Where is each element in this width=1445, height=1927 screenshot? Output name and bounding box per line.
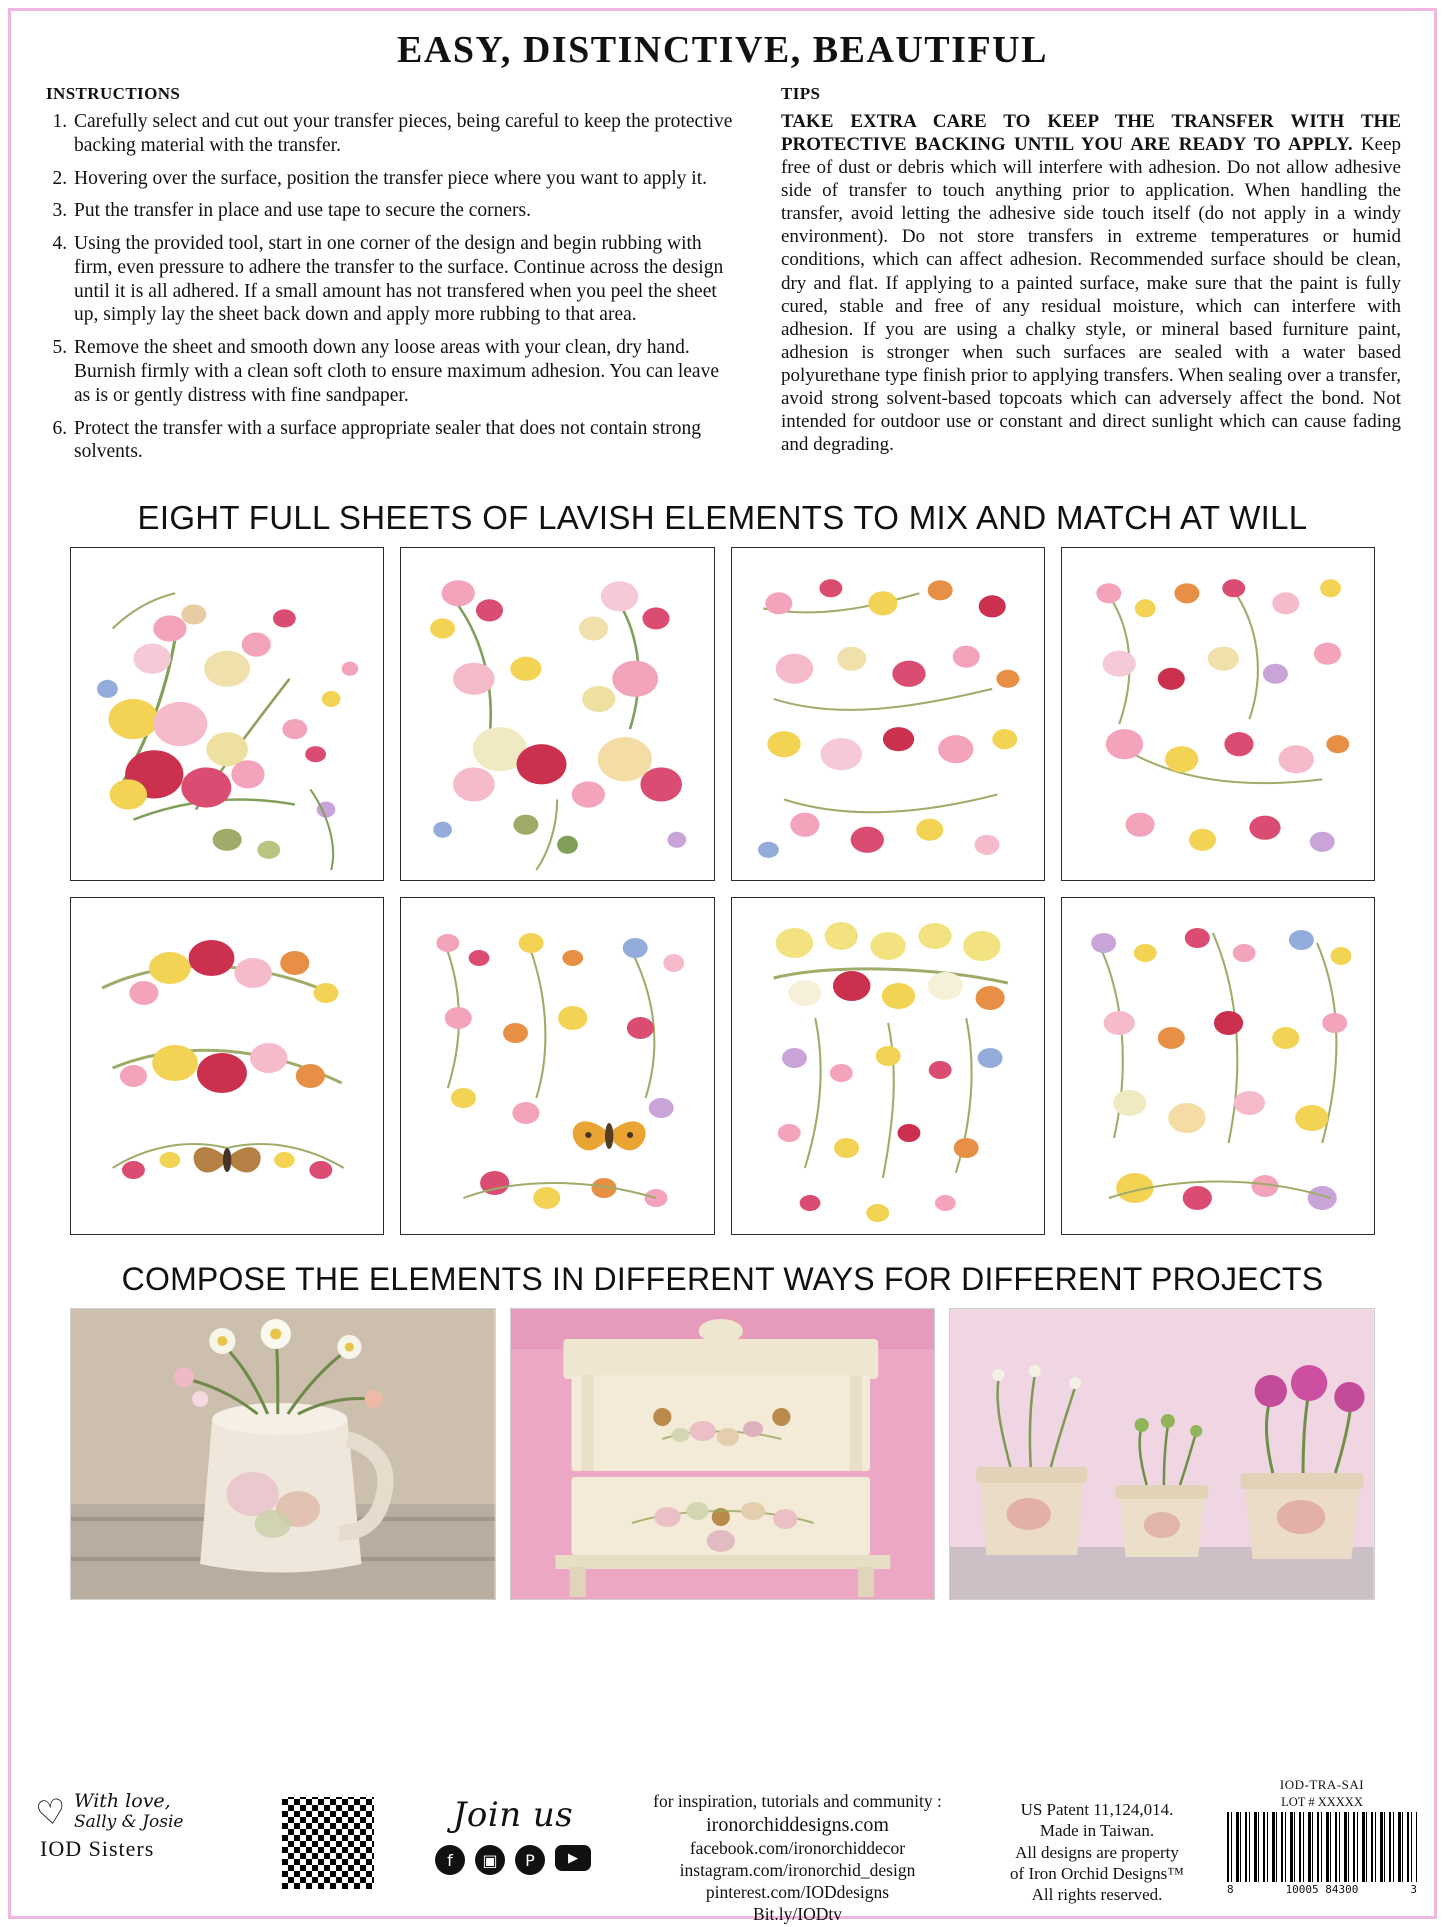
text-columns: [30, 84, 1415, 473]
sheets-banner: EIGHT FULL SHEETS OF LAVISH ELEMENTS TO MIX AND MATCH AT WILL: [137, 499, 1308, 537]
legal-line: All designs are property: [1015, 1842, 1179, 1862]
qr-code-block[interactable]: [278, 1771, 398, 1893]
page-content: [30, 20, 1415, 1910]
project-2-photo: [511, 1309, 935, 1599]
heart-icon: ♡: [33, 1793, 69, 1834]
page-title: EASY, DISTINCTIVE, BEAUTIFUL: [397, 29, 1048, 71]
links-heading: for inspiration, tutorials and community :: [653, 1791, 942, 1811]
signature-line-3: IOD Sisters: [40, 1836, 155, 1862]
instruction-step: 5. Remove the sheet and smooth down any loose areas with your clean, dry hand. Burnish firmly with a clean soft cloth to ensure maximum adhesion. You can leave as is or gently distress with fine sandpaper.: [72, 336, 735, 407]
sheet-5: [70, 897, 384, 1235]
sheet-8-art: [1062, 898, 1374, 1234]
qr-code-icon[interactable]: [278, 1793, 378, 1893]
instruction-step: 2. Hovering over the surface, position the transfer piece where you want to apply it.: [72, 167, 735, 191]
instruction-step: 3. Put the transfer in place and use tape to secure the corners.: [72, 199, 735, 223]
legal-line: Made in Taiwan.: [1039, 1821, 1155, 1841]
instagram-link[interactable]: instagram.com/ironorchid_design: [679, 1859, 916, 1880]
legal-line: All rights reserved.: [1031, 1885, 1163, 1904]
sheets-grid: [30, 547, 1415, 1235]
sheet-2: [400, 547, 714, 881]
join-us-label: Join us: [452, 1795, 574, 1835]
sheet-6-art: [401, 898, 713, 1234]
social-icons: [398, 1845, 628, 1875]
barcode-digit-right: 3: [1410, 1883, 1417, 1896]
youtube-icon[interactable]: ▶: [555, 1845, 591, 1871]
instagram-icon[interactable]: ▣: [475, 1845, 505, 1875]
sheet-4: [1061, 547, 1375, 881]
barcode-digits: [1227, 1883, 1417, 1896]
instruction-step: 6. Protect the transfer with a surface appropriate sealer that does not contain strong solvents.: [72, 417, 735, 465]
facebook-link[interactable]: facebook.com/ironorchiddecor: [689, 1837, 906, 1858]
signature-line-2: Sally & Josie: [74, 1811, 184, 1832]
instructions-column: [46, 84, 735, 473]
tips-column: [781, 84, 1401, 473]
projects-banner: COMPOSE THE ELEMENTS IN DIFFERENT WAYS FOR DIFFERENT PROJECTS: [121, 1261, 1324, 1298]
tips-text: Keep free of dust or debris which will interfere with adhesion. Do not allow adhesive side of transfer to touch anything prior to application. When handling the transfer, avoid letting the adhesive side touch itself (do not apply in a windy environment). Do not store transfers in extreme temperatures or humid conditions, which can affect adhesion. Recommended surface should be clean, dry and flat. If applying to a painted surface, make sure that the paint is fully cured, stable and free of any residual moisture, which can interfere with adhesion. If you are using a chalky style, or mineral based furniture paint, adhesion is stronger when such surfaces are sealed with a water based polyurethane type finish prior to applying transfers. When sealing over a transfer, avoid strong solvent-based topcoats which can adversely affect the bond. Not intended for outdoor use or constant and direct sunlight which can cause fading and degrading.: [780, 134, 1401, 456]
project-3: [949, 1308, 1375, 1600]
tips-heading: TIPS: [780, 84, 821, 103]
instructions-list: [46, 110, 735, 464]
legal-line: of Iron Orchid Designs™: [1010, 1863, 1184, 1883]
barcode-block: [1227, 1771, 1417, 1896]
sheet-1-art: [71, 548, 383, 880]
instruction-step: 4. Using the provided tool, start in one corner of the design and begin rubbing with firm, even pressure to adhere the transfer to the surface. Continue across the design until it is all adhered. If a small amount has not transfered when you peel the sheet up, simply lay the sheet back down and apply more rubbing to that area.: [72, 232, 735, 327]
footer: [0, 1771, 1445, 1924]
join-us-block: [398, 1771, 628, 1875]
project-3-photo: [950, 1309, 1374, 1599]
signature-block: [28, 1771, 278, 1862]
sheet-8: [1061, 897, 1375, 1235]
links-block: [628, 1771, 967, 1925]
sheet-7: [731, 897, 1045, 1235]
youtube-link[interactable]: Bit.ly/IODtv: [753, 1903, 842, 1924]
project-1: [70, 1308, 496, 1600]
sheet-6: [400, 897, 714, 1235]
barcode-digit-mid: 10005 84300: [1285, 1883, 1359, 1896]
sheet-7-art: [732, 898, 1044, 1234]
tips-body: [781, 110, 1401, 456]
tips-lead: TAKE EXTRA CARE TO KEEP THE TRANSFER WITH THE PROTECTIVE BACKING UNTIL YOU ARE READY TO APPLY.: [780, 111, 1401, 156]
sheet-3: [731, 547, 1045, 881]
project-2: [510, 1308, 936, 1600]
projects-grid: [30, 1308, 1415, 1600]
legal-block: [967, 1771, 1227, 1905]
sheet-5-art: [71, 898, 383, 1234]
lot-number: LOT # XXXXX: [1281, 1795, 1363, 1809]
project-1-photo: [71, 1309, 495, 1599]
barcode-digit-left: 8: [1227, 1883, 1234, 1896]
sheet-4-art: [1062, 548, 1374, 880]
pinterest-icon[interactable]: P: [515, 1845, 545, 1875]
signature-line-1: With love,: [74, 1790, 171, 1812]
facebook-icon[interactable]: f: [435, 1845, 465, 1875]
pinterest-link[interactable]: pinterest.com/IODdesigns: [705, 1881, 890, 1902]
sheet-3-art: [732, 548, 1044, 880]
sku-code: IOD-TRA-SAI: [1279, 1777, 1365, 1792]
barcode-icon: [1227, 1812, 1417, 1882]
legal-line: US Patent 11,124,014.: [1020, 1800, 1174, 1819]
instruction-step: 1. Carefully select and cut out your transfer pieces, being careful to keep the protective backing material with the transfer.: [72, 110, 735, 158]
sheet-1: [70, 547, 384, 881]
website-link[interactable]: ironorchiddesigns.com: [706, 1813, 889, 1836]
instructions-heading: INSTRUCTIONS: [46, 84, 181, 103]
sheet-2-art: [401, 548, 713, 880]
